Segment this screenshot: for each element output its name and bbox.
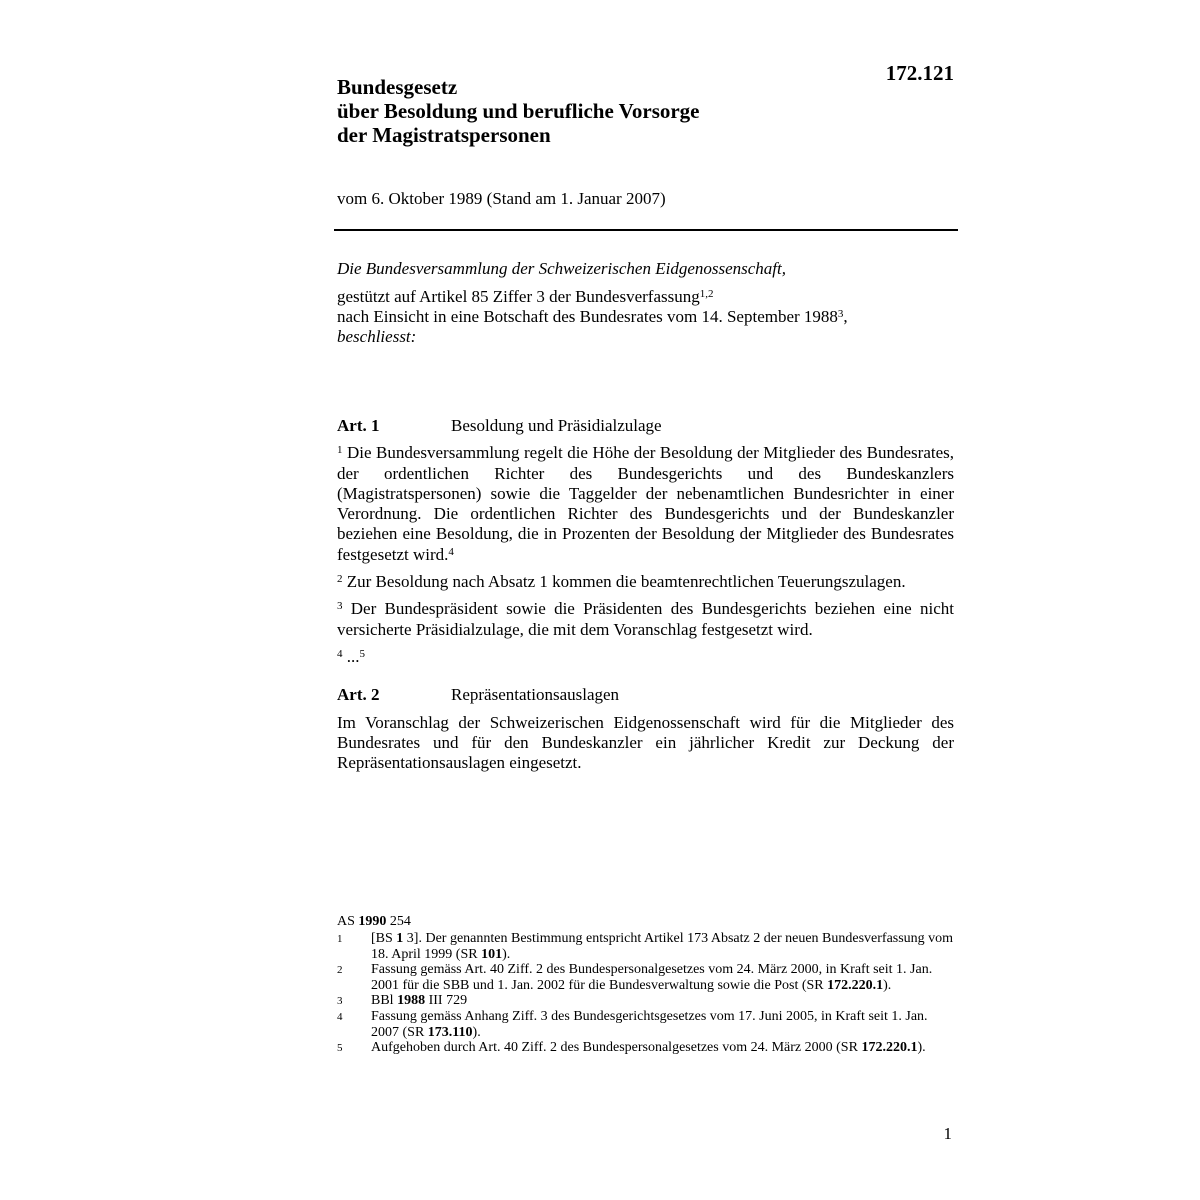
article-paragraph xyxy=(337,443,954,565)
article-title: Besoldung und Präsidialzulage xyxy=(451,416,662,435)
article-number: Art. 1 xyxy=(337,416,380,435)
footnote-ref: 3 xyxy=(837,308,844,320)
title-line: über Besoldung und berufliche Vorsorge xyxy=(337,99,700,123)
article xyxy=(337,685,954,773)
footnote-ref: 4 xyxy=(448,545,454,558)
paragraph-text: Der Bundespräsident sowie die Präsidenten des Bundesgerichts beziehen eine nicht versicherte Präsidialzulage, die mit dem Voranschlag festgesetzt wird. xyxy=(337,599,954,639)
article-paragraph xyxy=(337,572,954,592)
footnote-number: 2 xyxy=(337,964,343,977)
footnote-number: 1 xyxy=(337,933,343,946)
paragraph-number: 1 xyxy=(337,444,343,457)
page-number: 1 xyxy=(943,1124,952,1143)
footnote-text: Fassung gemäss Art. 40 Ziff. 2 des Bundespersonalgesetzes vom 24. März 2000, in Kraft seit 1. Jan. 2001 für die SBB und 1. Jan. 2002 für die Bundesverwaltung sowie die Post (SR 172.220.1). xyxy=(371,962,933,993)
footnote xyxy=(337,993,957,1009)
footnote xyxy=(337,1009,957,1040)
footnote-text: BBl 1988 III 729 xyxy=(371,993,468,1009)
articles xyxy=(337,416,954,791)
paragraph-number: 2 xyxy=(337,573,343,586)
message-text: nach Einsicht in eine Botschaft des Bundesrates vom 14. September 1988 xyxy=(337,307,838,326)
title-line: Bundesgesetz xyxy=(337,75,458,99)
article xyxy=(337,416,954,667)
article-heading xyxy=(337,416,954,436)
article-paragraph xyxy=(337,599,954,640)
article-paragraph xyxy=(337,713,954,774)
footnotes xyxy=(337,914,957,1057)
basis-text: gestützt auf Artikel 85 Ziffer 3 der Bundesverfassung xyxy=(337,287,700,306)
footnote-ref: 5 xyxy=(359,647,365,660)
article-heading xyxy=(337,685,954,705)
footnote-number: 4 xyxy=(337,1011,343,1024)
paragraph-text: Die Bundesversammlung regelt die Höhe der Besoldung der Mitglieder des Bundesrates, der ordentlichen Richter des Bundesgerichts und des Bundeskanzlers (Magistratspersonen) sowie die Taggelder der nebenamtlichen Bundesrichter in einer Verordnung. Die ordentlichen Richter des Bundesgerichts und der Bundeskanzler beziehen eine Besoldung, die in Prozenten der Besoldung der Mitglieder des Bundesrates festgesetzt wird. xyxy=(337,443,954,564)
footnote-ref: 1,2 xyxy=(699,288,714,300)
footnote-list xyxy=(337,931,957,1056)
sr-number: 172.121 xyxy=(885,61,954,85)
article-number: Art. 2 xyxy=(337,685,380,705)
footnote-text: Fassung gemäss Anhang Ziff. 3 des Bundesgerichtsgesetzes vom 17. Juni 2005, in Kraft seit 1. Jan. 2007 (SR 173.110). xyxy=(371,1009,928,1040)
as-reference: AS 1990 254 xyxy=(337,914,411,929)
paragraph-text: Im Voranschlag der Schweizerischen Eidgenossenschaft wird für die Mitglieder des Bundesrates und für den Bundeskanzler ein jährlicher Kredit zur Deckung der Repräsentationsauslagen eingesetzt. xyxy=(337,712,954,773)
footnote-text: Aufgehoben durch Art. 40 Ziff. 2 des Bundespersonalgesetzes vom 24. März 2000 (SR 172.220.1). xyxy=(371,1040,926,1056)
date-line: vom 6. Oktober 1989 (Stand am 1. Januar 2007) xyxy=(337,189,666,208)
preamble-message: nach Einsicht in eine Botschaft des Bundesrates vom 14. September 1988$^3$, xyxy=(337,307,848,326)
paragraph-text: Zur Besoldung nach Absatz 1 kommen die beamtenrechtlichen Teuerungszulagen. xyxy=(346,572,906,592)
paragraph-number: 3 xyxy=(337,600,343,613)
footnote-text: [BS 1 3]. Der genannten Bestimmung entspricht Artikel 173 Absatz 2 der neuen Bundesverfassung vom 18. April 1999 (SR 101). xyxy=(371,931,954,962)
preamble-basis xyxy=(337,287,957,307)
preamble-authority: Die Bundesversammlung der Schweizerischen Eidgenossenschaft, xyxy=(337,259,786,278)
paragraph-text: ... xyxy=(346,646,360,666)
footnote-number: 5 xyxy=(337,1042,343,1055)
horizontal-rule xyxy=(334,229,958,231)
preamble-decision: beschliesst: xyxy=(337,327,417,346)
footnote-number: 3 xyxy=(337,995,343,1008)
title-line: der Magistratspersonen xyxy=(337,123,551,147)
preamble xyxy=(337,259,957,347)
article-paragraph xyxy=(337,647,954,667)
law-title xyxy=(337,75,700,147)
footnote xyxy=(337,931,957,962)
footnote xyxy=(337,962,957,993)
paragraph-number: 4 xyxy=(337,647,343,660)
article-title: Repräsentationsauslagen xyxy=(451,685,620,705)
footnote xyxy=(337,1040,957,1056)
